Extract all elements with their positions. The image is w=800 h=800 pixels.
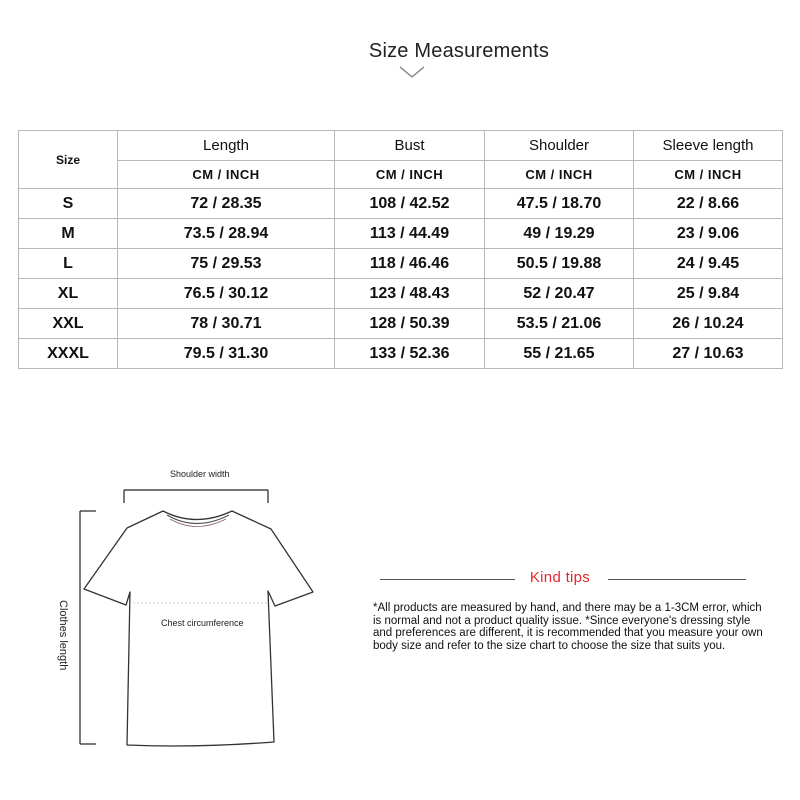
sleeve-cell: 25 / 9.84 [634, 279, 783, 309]
shoulder-width-label: Shoulder width [170, 469, 230, 479]
kind-tips-title: Kind tips [529, 569, 591, 586]
size-cell: XXL [19, 309, 118, 339]
length-cell: 76.5 / 30.12 [118, 279, 335, 309]
unit-label: CM / INCH [485, 161, 634, 189]
table-row [19, 339, 783, 369]
table-row [19, 279, 783, 309]
length-cell: 73.5 / 28.94 [118, 219, 335, 249]
column-header-length: Length [118, 131, 335, 161]
size-cell: XL [19, 279, 118, 309]
table-row [19, 219, 783, 249]
tshirt-outline [84, 511, 313, 746]
length-cell: 72 / 28.35 [118, 189, 335, 219]
shoulder-cell: 50.5 / 19.88 [485, 249, 634, 279]
chest-circumference-label: Chest circumference [161, 618, 244, 628]
size-cell: L [19, 249, 118, 279]
unit-label: CM / INCH [118, 161, 335, 189]
bust-cell: 123 / 48.43 [335, 279, 485, 309]
sleeve-cell: 26 / 10.24 [634, 309, 783, 339]
unit-label: CM / INCH [335, 161, 485, 189]
bust-cell: 108 / 42.52 [335, 189, 485, 219]
unit-label: CM / INCH [634, 161, 783, 189]
tips-divider-left [380, 579, 515, 580]
page-title: Size Measurements [368, 40, 550, 62]
shoulder-cell: 47.5 / 18.70 [485, 189, 634, 219]
bust-cell: 118 / 46.46 [335, 249, 485, 279]
length-cell: 75 / 29.53 [118, 249, 335, 279]
column-header-sleeve-length: Sleeve length [634, 131, 783, 161]
clothes-length-label: Clothes length [57, 600, 69, 671]
shoulder-cell: 49 / 19.29 [485, 219, 634, 249]
column-header-bust: Bust [335, 131, 485, 161]
tshirt-diagram [40, 455, 340, 765]
size-cell: XXXL [19, 339, 118, 369]
bust-cell: 113 / 44.49 [335, 219, 485, 249]
size-table [18, 130, 783, 369]
size-column-header: Size [19, 131, 118, 189]
length-cell: 79.5 / 31.30 [118, 339, 335, 369]
size-cell: M [19, 219, 118, 249]
chevron-down-icon [398, 64, 426, 80]
shoulder-cell: 53.5 / 21.06 [485, 309, 634, 339]
sleeve-cell: 22 / 8.66 [634, 189, 783, 219]
bust-cell: 133 / 52.36 [335, 339, 485, 369]
size-cell: S [19, 189, 118, 219]
clothes-length-bracket [80, 511, 96, 744]
bust-cell: 128 / 50.39 [335, 309, 485, 339]
column-header-shoulder: Shoulder [485, 131, 634, 161]
shoulder-cell: 55 / 21.65 [485, 339, 634, 369]
tips-divider-right [608, 579, 746, 580]
shoulder-width-bracket [124, 490, 268, 503]
sleeve-cell: 23 / 9.06 [634, 219, 783, 249]
kind-tips-text: *All products are measured by hand, and there may be a 1-3CM error, which is normal and not a product quality issue. *Since everyone's dressing style and preferences are different, it is recommended that you measure your own body size and refer to the size chart to choose the size that suits you. [373, 602, 763, 652]
table-row [19, 189, 783, 219]
table-row [19, 309, 783, 339]
units-row [19, 161, 783, 189]
shoulder-cell: 52 / 20.47 [485, 279, 634, 309]
table-row [19, 249, 783, 279]
table-header-row [19, 131, 783, 161]
sleeve-cell: 24 / 9.45 [634, 249, 783, 279]
sleeve-cell: 27 / 10.63 [634, 339, 783, 369]
length-cell: 78 / 30.71 [118, 309, 335, 339]
